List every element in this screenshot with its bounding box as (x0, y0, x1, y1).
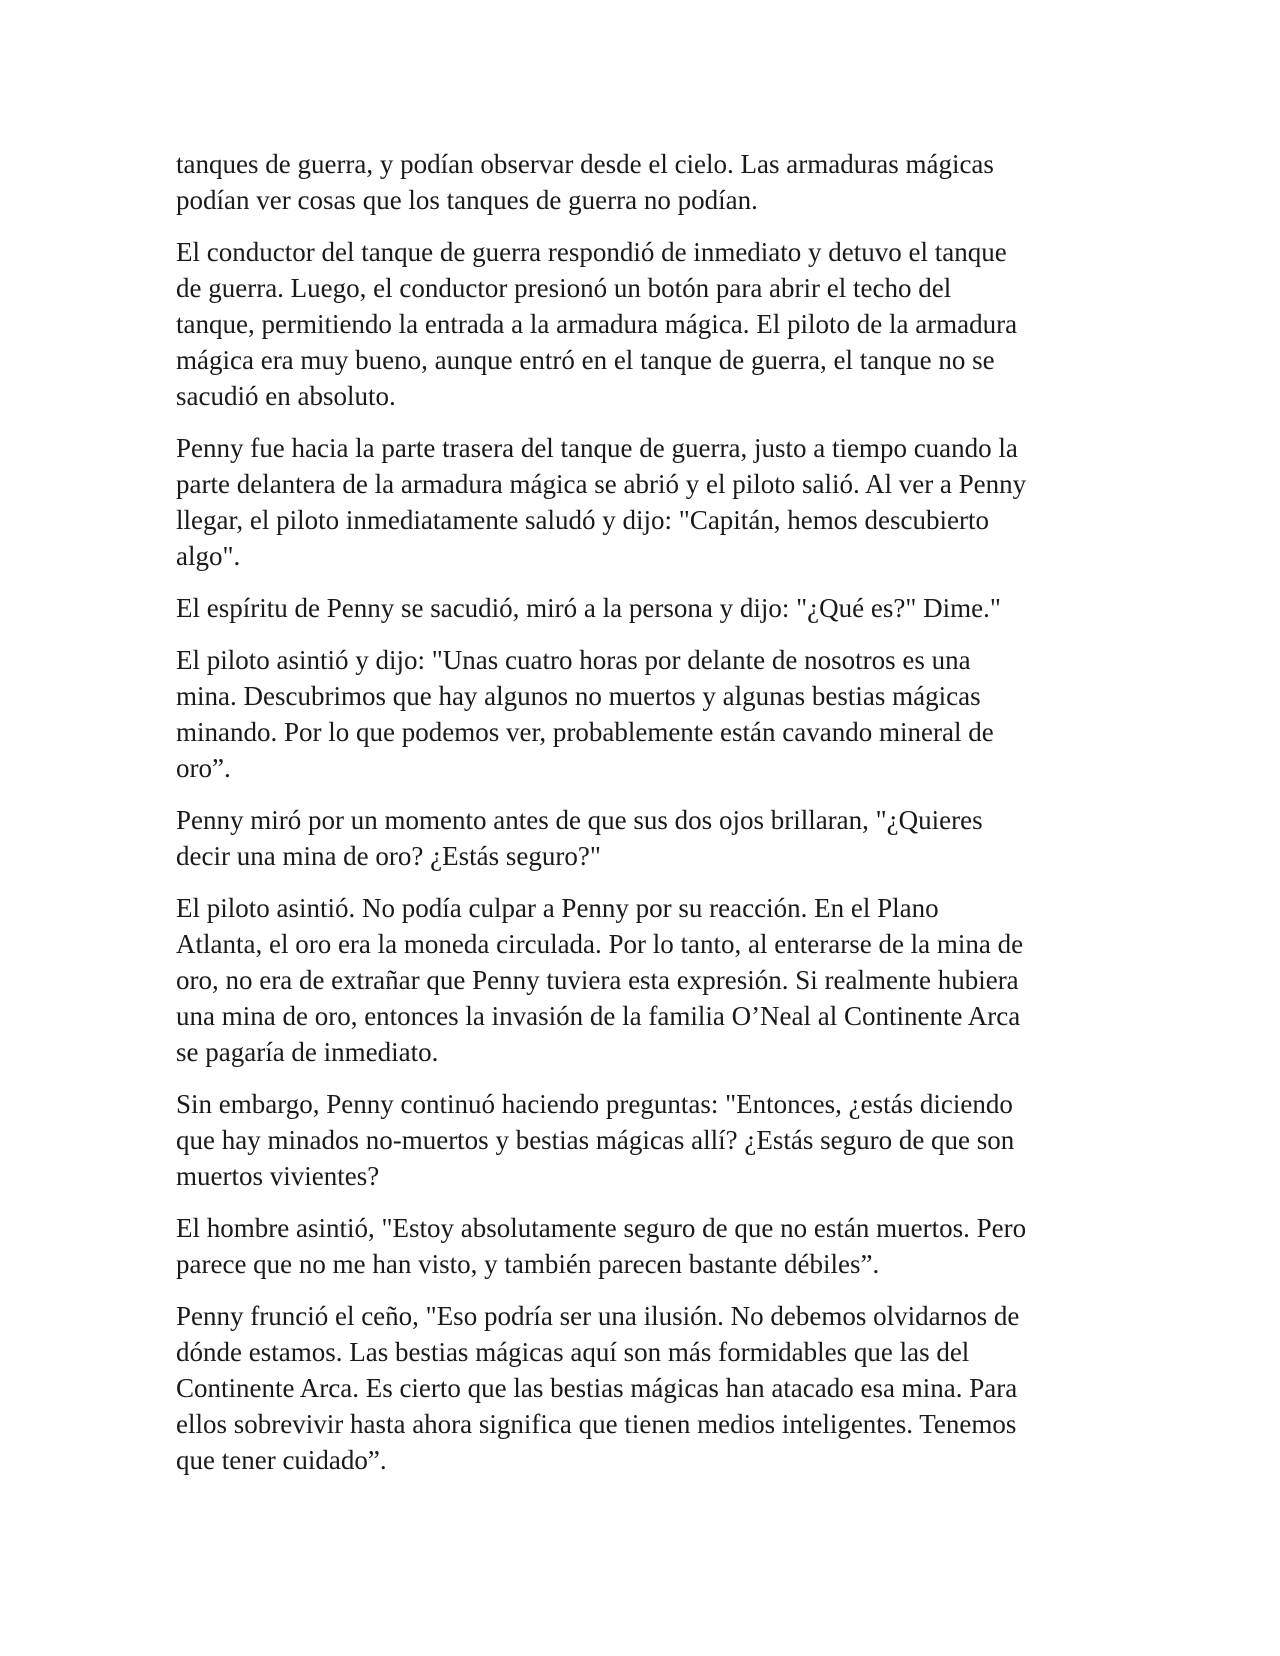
text-line: El conductor del tanque de guerra respondió de inmediato y detuvo el tanque (176, 237, 1007, 267)
paragraph-7 (176, 890, 1106, 1070)
paragraph-5 (176, 642, 1106, 786)
paragraph-9 (176, 1210, 1106, 1282)
paragraph-4 (176, 590, 1106, 626)
document-page (176, 146, 1106, 1494)
text-line: Sin embargo, Penny continuó haciendo preguntas: "Entonces, ¿estás diciendo (176, 1089, 1013, 1119)
paragraph-2 (176, 234, 1106, 414)
text-line: tanque, permitiendo la entrada a la armadura mágica. El piloto de la armadura (176, 309, 1018, 339)
text-line: que tener cuidado”. (176, 1445, 387, 1475)
text-line: ellos sobrevivir hasta ahora significa que tienen medios inteligentes. Tenemos (176, 1409, 1017, 1439)
text-line: sacudió en absoluto. (176, 381, 396, 411)
paragraph-3 (176, 430, 1106, 574)
text-line: se pagaría de inmediato. (176, 1037, 439, 1067)
text-line: que hay minados no-muertos y bestias mágicas allí? ¿Estás seguro de que son (176, 1125, 1015, 1155)
text-line: oro”. (176, 753, 231, 783)
text-line: El piloto asintió y dijo: "Unas cuatro horas por delante de nosotros es una (176, 645, 971, 675)
text-line: de guerra. Luego, el conductor presionó un botón para abrir el techo del (176, 273, 952, 303)
paragraph-10 (176, 1298, 1106, 1478)
text-line: dónde estamos. Las bestias mágicas aquí son más formidables que las del (176, 1337, 970, 1367)
text-line: El espíritu de Penny se sacudió, miró a la persona y dijo: "¿Qué es?" Dime." (176, 593, 1001, 623)
text-line: mágica era muy bueno, aunque entró en el tanque de guerra, el tanque no se (176, 345, 995, 375)
text-line: tanques de guerra, y podían observar desde el cielo. Las armaduras mágicas (176, 149, 994, 179)
text-line: algo". (176, 541, 241, 571)
text-line: decir una mina de oro? ¿Estás seguro?" (176, 841, 601, 871)
paragraph-6 (176, 802, 1106, 874)
text-line: Penny frunció el ceño, "Eso podría ser una ilusión. No debemos olvidarnos de (176, 1301, 1020, 1331)
paragraph-1 (176, 146, 1106, 218)
text-line: Atlanta, el oro era la moneda circulada. Por lo tanto, al enterarse de la mina de (176, 929, 1024, 959)
text-line: El piloto asintió. No podía culpar a Penny por su reacción. En el Plano (176, 893, 939, 923)
text-line: mina. Descubrimos que hay algunos no muertos y algunas bestias mágicas (176, 681, 981, 711)
text-line: El hombre asintió, "Estoy absolutamente seguro de que no están muertos. Pero (176, 1213, 1027, 1243)
text-line: muertos vivientes? (176, 1161, 380, 1191)
text-line: parte delantera de la armadura mágica se abrió y el piloto salió. Al ver a Penny (176, 469, 1027, 499)
text-line: parece que no me han visto, y también parecen bastante débiles”. (176, 1249, 880, 1279)
text-line: podían ver cosas que los tanques de guerra no podían. (176, 185, 758, 215)
text-line: Penny fue hacia la parte trasera del tanque de guerra, justo a tiempo cuando la (176, 433, 1018, 463)
paragraph-8 (176, 1086, 1106, 1194)
text-line: Penny miró por un momento antes de que sus dos ojos brillaran, "¿Quieres (176, 805, 983, 835)
text-line: una mina de oro, entonces la invasión de la familia O’Neal al Continente Arca (176, 1001, 1021, 1031)
text-line: oro, no era de extrañar que Penny tuviera esta expresión. Si realmente hubiera (176, 965, 1019, 995)
text-line: Continente Arca. Es cierto que las bestias mágicas han atacado esa mina. Para (176, 1373, 1018, 1403)
text-line: minando. Por lo que podemos ver, probablemente están cavando mineral de (176, 717, 994, 747)
text-line: llegar, el piloto inmediatamente saludó y dijo: "Capitán, hemos descubierto (176, 505, 989, 535)
